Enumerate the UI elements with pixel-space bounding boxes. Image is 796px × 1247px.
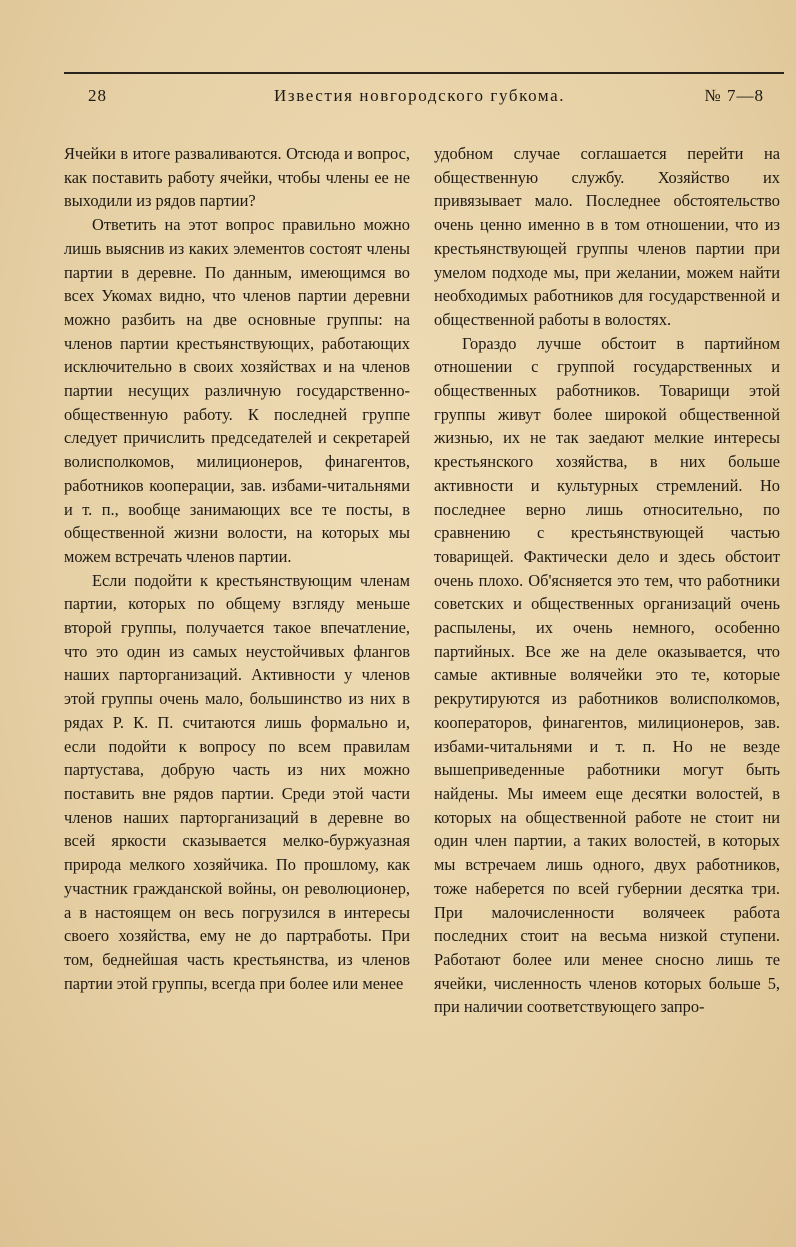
paragraph: Ответить на этот вопрос правильно можно лишь выяснив из каких элементов состоят члены партии в деревне. По данным, имеющимся во всех Укомах видно, что членов партии деревни можно разбить на две основные группы: на членов партии крестьянствующих, работающих исключительно в своих хозяйствах и на членов партии несущих различную государственно-общественную работу. К последней группе следует причислить председателей и секретарей волисполкомов, милиционеров, финагентов, работников кооперации, зав. избами-читальнями и т. п., вообще занимающих все те посты, в общественной жизни волости, на которых мы можем встречать членов партии. [64,215,410,566]
paragraph: Гораздо лучше обстоит в партийном отношении с группой государственных и общественных работников. Товарищи этой группы живут более широкой общественной жизнью, их не так заедают мелкие интересы крестьянского хозяйства, в них больше активности и культурных стремлений. Но последнее верно лишь относительно, по сравнению с крестьянствующей частью товарищей. Фактически дело и здесь обстоит очень плохо. Об'ясняется это тем, что работники советских и общественных организаций очень распылены, их очень немного, особенно партийных. Все же на деле оказывается, что самые активные волячейки это те, которые рекрутируются из работников волисполкомов, кооператоров, финагентов, милиционеров, зав. избами-читальнями и т. п. Но не везде вышеприведенные работники могут быть найдены. Мы имеем еще десятки волостей, в которых на общественной работе не стоит ни один член партии, а таких волостей, в которых мы встречаем лишь одного, двух работников, тоже наберется по всей губернии десятка три. При малочисленности волячеек работа последних стоит на весьма низкой ступени. Работают более или менее сносно лишь те ячейки, численность членов которых больше 5, при наличии соответствующего запро- [434,333,780,1017]
running-title: Известия новгородского губкома. [274,86,566,105]
paragraph: Ячейки в итоге разваливаются. Отсюда и вопрос, как поставить работу ячейки, чтобы члены ее не выходили из рядов партии? [64,144,410,211]
issue-number: № 7—8 [704,86,764,105]
paragraph: удобном случае соглашается перейти на общественную службу. Хозяйство их привязывает мало. Последнее обстоятельство очень ценно именно в в том отношении, что из крестьянствующей группы членов партии при умелом подходе мы, при желании, можем найти необходимых работников для государственной и общественной работы в волостях. [434,144,780,329]
right-column [434,142,780,1019]
running-header [88,86,778,112]
left-column [64,142,410,995]
page-number: 28 [88,86,107,105]
paragraph: Если подойти к крестьянствующим членам партии, которых по общему взгляду меньше второй группы, получается такое впечатление, что это один из самых неустойчивых флангов наших парторганизаций. Активности у членов этой группы очень мало, большинство из них в рядах Р. К. П. считаются лишь формально и, если подойти к вопросу по всем правилам партустава, добрую часть из них можно поставить вне рядов партии. Среди этой части членов наших парторганизаций в деревне во всей яркости сказывается мелко-буржуазная природа мелкого хозяйчика. По прошлому, как участник гражданской войны, он революционер, а в настоящем он весь погрузился в интересы своего хозяйства, ему не до партработы. При том, беднейшая часть крестьянства, из членов партии этой группы, всегда при более или менее [64,570,410,993]
header-rule [64,72,784,74]
